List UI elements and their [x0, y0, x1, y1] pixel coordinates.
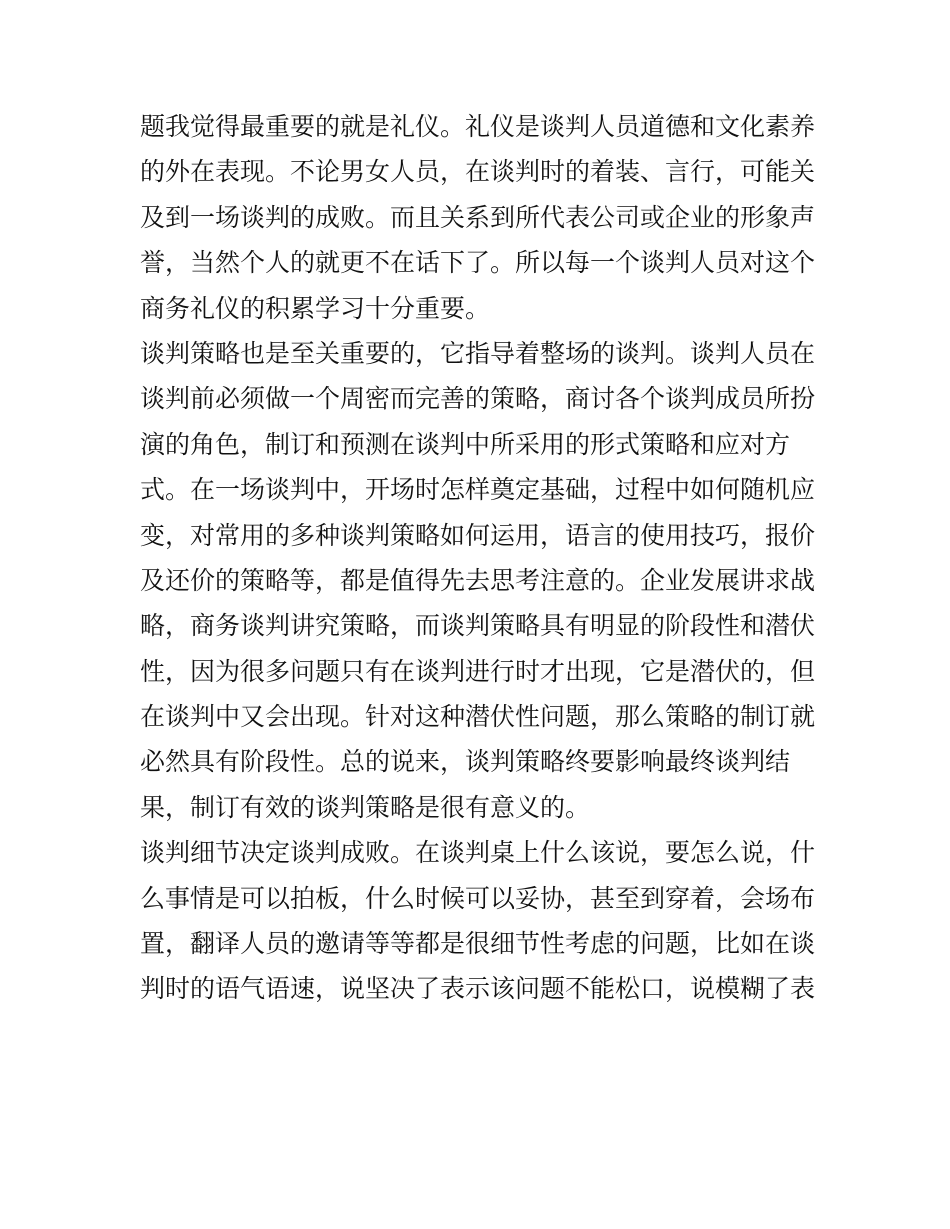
text-line: 必然具有阶段性。总的说来，谈判策略终要影响最终谈判结: [140, 747, 791, 777]
text-line: 判时的语气语速，说坚决了表示该问题不能松口，说模糊了表: [140, 974, 816, 1004]
text-line: 么事情是可以拍板，什么时候可以妥协，甚至到穿着，会场布: [140, 883, 816, 913]
text-line: 在谈判中又会出现。针对这种潜伏性问题，那么策略的制订就: [140, 702, 816, 732]
text-line: 置，翻译人员的邀请等等都是很细节性考虑的问题，比如在谈: [140, 929, 816, 959]
text-line: 题我觉得最重要的就是礼仪。礼仪是谈判人员道德和文化素养: [140, 112, 816, 141]
text-line: 及还价的策略等，都是值得先去思考注意的。企业发展讲求战: [140, 565, 816, 595]
text-line: 性，因为很多问题只有在谈判进行时才出现，它是潜伏的，但: [140, 656, 816, 686]
paragraph-strategy: [140, 331, 820, 830]
text-line: 谈判细节决定谈判成败。在谈判桌上什么该说，要怎么说，什: [140, 838, 816, 868]
text-line: 变，对常用的多种谈判策略如何运用，语言的使用技巧，报价: [140, 520, 816, 550]
document-body: [140, 104, 820, 1012]
text-line: 式。在一场谈判中，开场时怎样奠定基础，过程中如何随机应: [140, 475, 816, 505]
paragraph-etiquette: [140, 104, 820, 331]
text-line: 演的角色，制订和预测在谈判中所采用的形式策略和应对方: [140, 429, 791, 459]
text-line: 果，制订有效的谈判策略是很有意义的。: [140, 792, 591, 822]
text-line: 商务礼仪的积累学习十分重要。: [140, 293, 491, 323]
text-line: 誉，当然个人的就更不在话下了。所以每一个谈判人员对这个: [140, 248, 816, 278]
paragraph-details: [140, 830, 820, 1012]
text-line: 及到一场谈判的成败。而且关系到所代表公司或企业的形象声: [140, 202, 816, 232]
text-line: 略，商务谈判讲究策略，而谈判策略具有明显的阶段性和潜伏: [140, 611, 816, 641]
text-line: 谈判前必须做一个周密而完善的策略，商讨各个谈判成员所扮: [140, 384, 816, 414]
text-line: 的外在表现。不论男女人员，在谈判时的着装、言行，可能关: [140, 157, 816, 187]
text-line: 谈判策略也是至关重要的，它指导着整场的谈判。谈判人员在: [140, 338, 816, 368]
